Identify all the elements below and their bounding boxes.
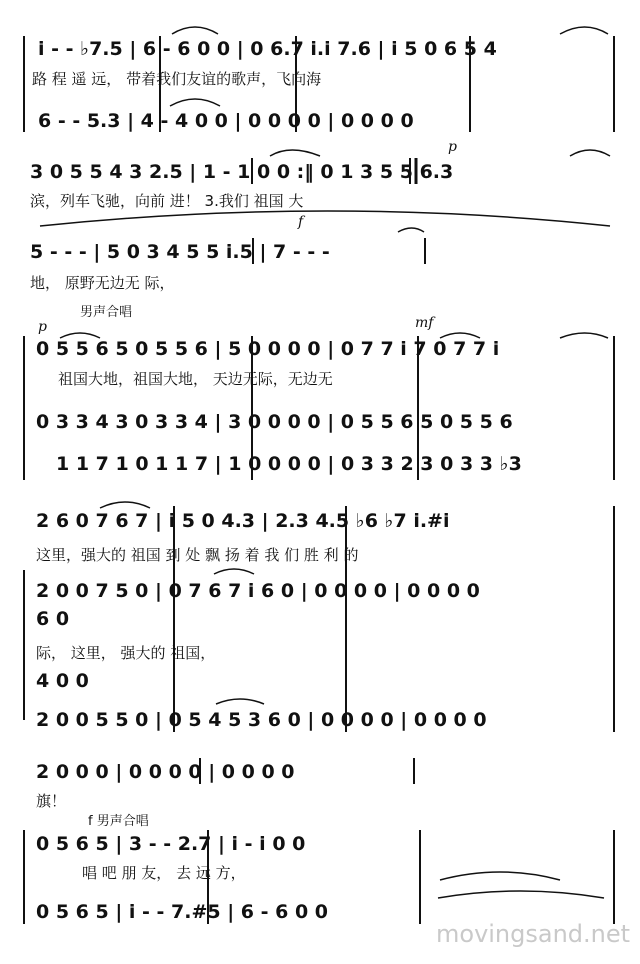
- system2-lyrics: 滨，列车飞驰，向前 进！ 3.我们 祖国 大: [30, 192, 304, 210]
- system6-lyrics2: 唱 吧 朋 友， 去 远 方，: [82, 864, 246, 882]
- system1-melody: i - - ♭7.5 | 6 - 6 0 0 | 0 6.7 i.i 7.6 | i 5 0 6 5 4: [38, 38, 497, 60]
- system4-dynamic-right: mf: [415, 315, 434, 331]
- system4-lyrics: 祖国大地，祖国大地， 天边无际，无边无: [58, 370, 333, 388]
- system5-part2-top: 4 0 0: [36, 670, 89, 692]
- system1-bass: 6 - - 5.3 | 4 - 4 0 0 | 0 0 0 0 | 0 0 0 0: [38, 110, 414, 132]
- system6-part1: 0 5 6 5 | 3 - - 2.7 | i - i 0 0: [36, 833, 306, 855]
- system5-lyrics2: 际， 这里， 强大的 祖国，: [36, 644, 216, 662]
- system5-part1: 2 0 0 7 5 0 | 0 7 6 7 i 6 0 | 0 0 0 0 | 0 0 0 0: [36, 580, 480, 602]
- system5-part2: 2 0 0 5 5 0 | 0 5 4 5 3 6 0 | 0 0 0 0 | 0 0 0 0: [36, 709, 487, 731]
- system2-melody: 3 0 5 5 4 3 2.5 | 1 - 1 0 0 :‖ 0 1 3 5 5 6.3: [30, 161, 454, 183]
- system5-melody: 2 6 0 7 6 7 | i 5 0 4.3 | 2.3 4.5 ♭6 ♭7 i.#i: [36, 510, 450, 532]
- system2-dynamic: p: [448, 139, 457, 155]
- system3-melody: 5 - - - | 5 0 3 4 5 5 i.5 | 7 - - -: [30, 241, 330, 263]
- system1-lyrics: 路 程 遥 远， 带着我们友谊的歌声，飞向海: [32, 70, 322, 88]
- system4-section-label: 男声合唱: [80, 305, 133, 320]
- system3-lyrics: 地， 原野无边无 际，: [30, 274, 175, 292]
- system4-part3: 1 1 7 1 0 1 1 7 | 1 0 0 0 0 | 0 3 3 2 3 0 3 3 ♭3: [56, 453, 522, 475]
- system5-lyrics: 这里，强大的 祖国 到 处 飘 扬 着 我 们 胜 利 的: [36, 546, 359, 564]
- system6-section-label: f 男声合唱: [88, 814, 149, 829]
- system3-dynamic: f: [298, 214, 304, 230]
- system6-part2: 0 5 6 5 | i - - 7.#5 | 6 - 6 0 0: [36, 901, 328, 923]
- watermark: movingsand.net: [436, 920, 631, 948]
- system4-part1: 0 5 5 6 5 0 5 5 6 | 5 0 0 0 0 | 0 7 7 i 7 0 7 7 i: [36, 338, 500, 360]
- system4-dynamic-left: p: [38, 319, 47, 335]
- system5-part1-alt: 6 0: [36, 608, 70, 630]
- system6-melody: 2 0 0 0 | 0 0 0 0 | 0 0 0 0: [36, 761, 295, 783]
- system4-part2: 0 3 3 4 3 0 3 3 4 | 3 0 0 0 0 | 0 5 5 6 5 0 5 5 6: [36, 411, 513, 433]
- system6-lyrics: 旗！: [36, 792, 67, 810]
